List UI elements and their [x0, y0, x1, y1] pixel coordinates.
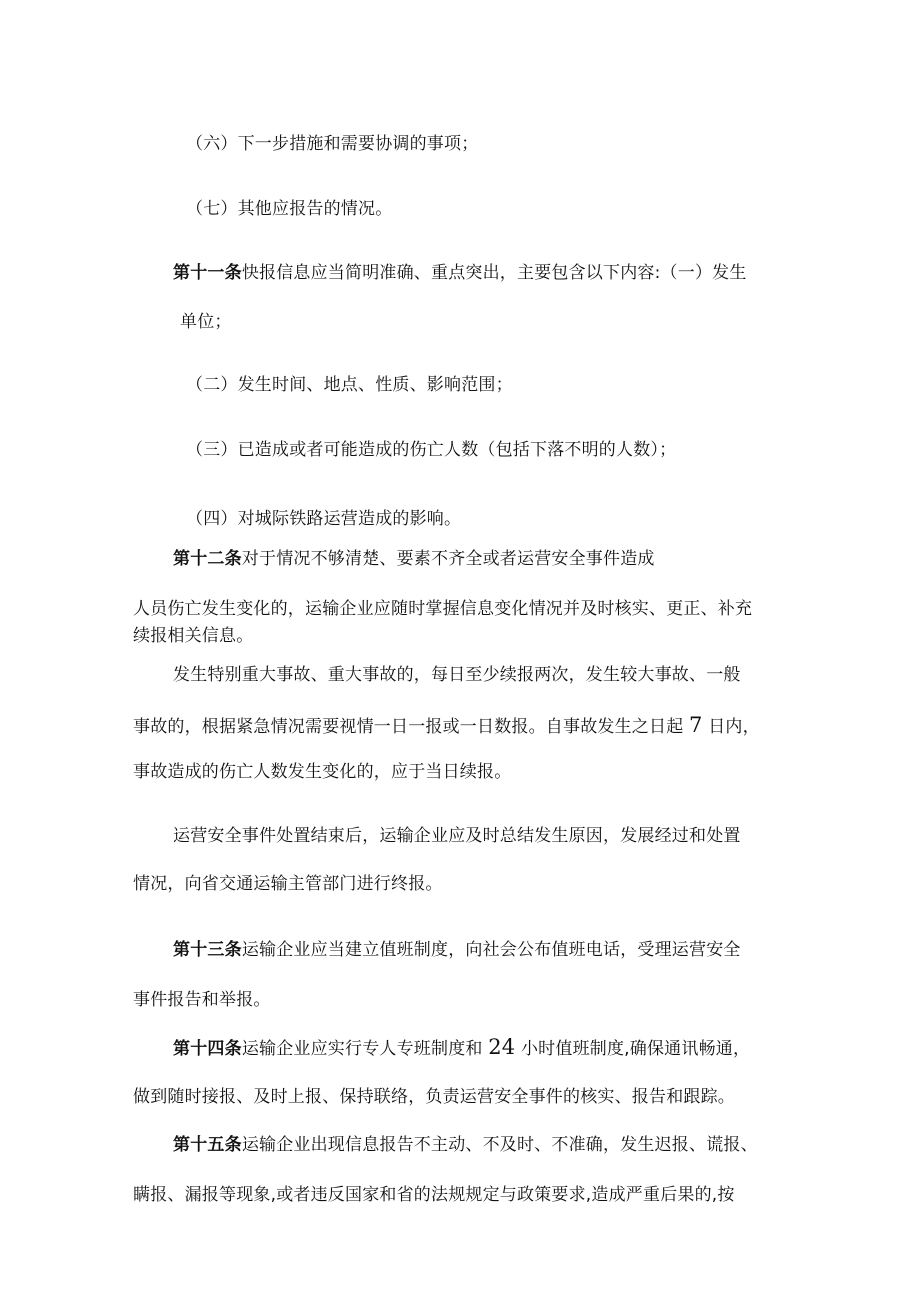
- article-12-para3-line1: 运营安全事件处置结束后，运输企业应及时总结发生原因，发展经过和处置: [173, 826, 741, 846]
- item-six: （六）下一步措施和需要协调的事项；: [186, 134, 479, 154]
- article-12-line3: 续报相关信息。: [133, 626, 254, 646]
- article-13-label: 第十三条: [173, 940, 242, 960]
- article-15-label: 第十五条: [173, 1135, 242, 1155]
- article-13-line2: 事件报告和举报。: [133, 990, 271, 1010]
- item-seven: （七）其他应报告的情况。: [186, 199, 393, 219]
- article-11-item3: （三）已造成或者可能造成的伤亡人数（包括下落不明的人数）；: [186, 440, 677, 460]
- article-14-text-b: 小时值班制度,确保通讯畅通，: [520, 1039, 751, 1059]
- para2-text-a: 事故的，根据紧急情况需要视情一日一报或一日数报。自事故发生之日起: [133, 717, 684, 737]
- article-11-item2: （二）发生时间、地点、性质、影响范围；: [186, 375, 513, 395]
- article-13-line1: [173, 938, 741, 962]
- article-12-para2-line2: [133, 713, 760, 739]
- article-12-text: 对于情况不够清楚、要素不齐全或者运营安全事件造成: [241, 549, 655, 569]
- article-15-text: 运输企业出现信息报告不主动、不及时、不准确，发生迟报、谎报、: [241, 1135, 758, 1155]
- article-11-label: 第十一条: [173, 263, 242, 283]
- article-12-para2-line1: 发生特别重大事故、重大事故的，每日至少续报两次，发生较大事故、一般: [173, 665, 741, 685]
- article-14-text-a: 运输企业应实行专人专班制度和: [241, 1039, 483, 1059]
- article-11-item4: （四）对城际铁路运营造成的影响。: [186, 509, 462, 529]
- para2-number: 7: [689, 713, 703, 737]
- article-12-para2-line3: 事故造成的伤亡人数发生变化的，应于当日续报。: [133, 762, 512, 782]
- article-14-number: 24: [488, 1035, 516, 1059]
- article-14-label: 第十四条: [173, 1039, 242, 1059]
- article-11-line1: [173, 261, 747, 285]
- article-12-line1: [173, 547, 655, 571]
- article-11-line2: 单位；: [180, 312, 232, 332]
- article-13-text: 运输企业应当建立值班制度，向社会公布值班电话，受理运营安全: [241, 940, 741, 960]
- article-14-line1: [173, 1035, 750, 1061]
- article-12-line2: 人员伤亡发生变化的，运输企业应随时掌握信息变化情况并及时核实、更正、补充: [133, 599, 753, 619]
- article-11-text: 快报信息应当简明准确、重点突出，主要包含以下内容:（一）发生: [241, 263, 747, 283]
- article-14-line2: 做到随时接报、及时上报、保持联络，负责运营安全事件的核实、报告和跟踪。: [133, 1087, 735, 1107]
- para2-text-b: 日内，: [708, 717, 760, 737]
- article-12-para3-line2: 情况，向省交通运输主管部门进行终报。: [133, 874, 443, 894]
- article-15-line2: 瞒报、漏报等现象,或者违反国家和省的法规规定与政策要求,造成严重后果的,按: [133, 1185, 735, 1205]
- article-15-line1: [173, 1133, 758, 1157]
- article-12-label: 第十二条: [173, 549, 242, 569]
